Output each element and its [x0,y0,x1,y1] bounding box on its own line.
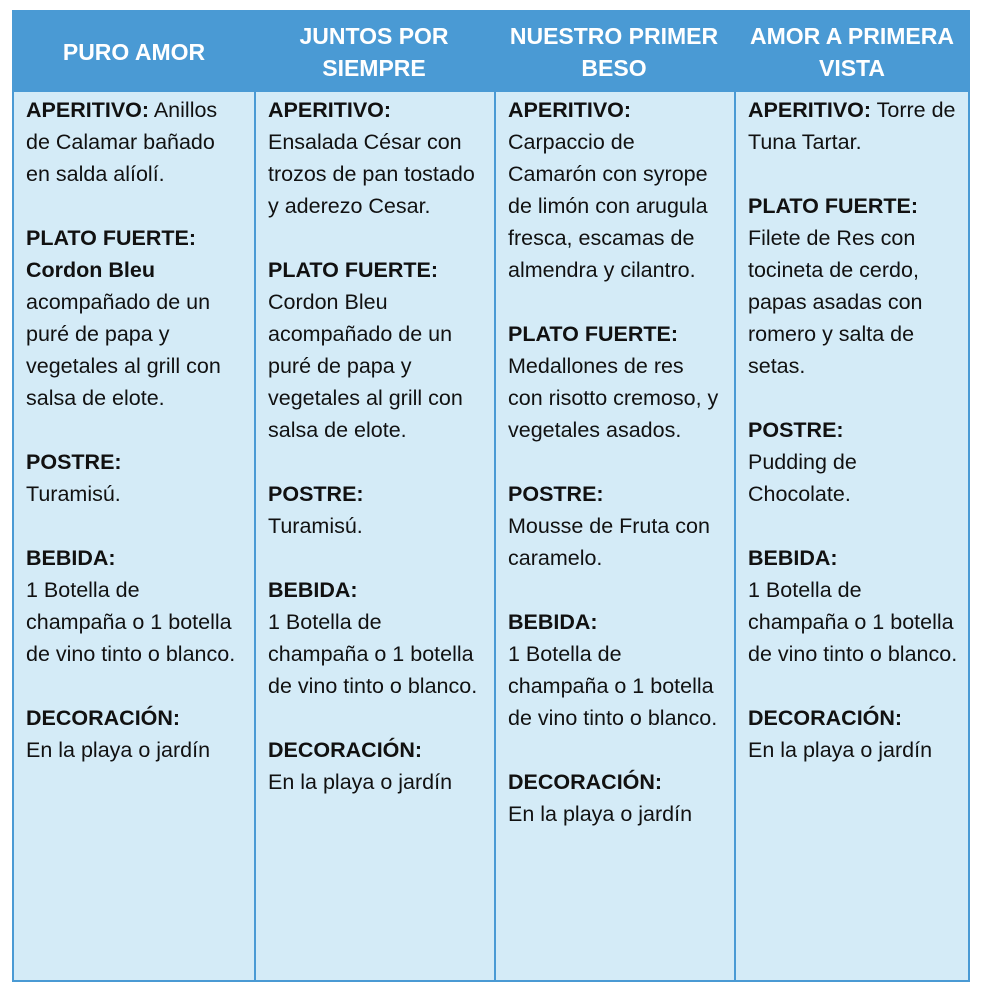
section-decoracion [748,702,960,766]
label-aperitivo: APERITIVO: [268,98,392,122]
column-amor-a-primera-vista [734,92,970,980]
label-aperitivo: APERITIVO: [748,98,872,122]
text-aperitivo: Torre de Tuna Tartar. [748,98,956,154]
section-aperitivo [268,94,484,222]
text-bebida: 1 Botella de champaña o 1 botella de vino tinto o blanco. [268,610,478,698]
text-aperitivo: Ensalada César con trozos de pan tostado y aderezo Cesar. [268,130,475,218]
section-bebida [748,542,960,670]
section-postre [508,478,724,574]
section-aperitivo [508,94,724,286]
text-postre: Pudding de Chocolate. [748,450,857,506]
section-decoracion [268,734,484,798]
column-puro-amor [14,92,254,980]
label-bebida: BEBIDA: [268,578,358,602]
section-bebida [508,606,724,734]
label-bebida: BEBIDA: [26,546,116,570]
label-plato-fuerte: PLATO FUERTE: [508,322,679,346]
plato-bold-name: Cordon Bleu [26,258,155,282]
column-juntos-por-siempre [254,92,494,980]
section-bebida [268,574,484,702]
section-plato-fuerte [748,190,960,382]
text-decoracion: En la playa o jardín [508,802,693,826]
text-decoracion: En la playa o jardín [268,770,453,794]
text-postre: Turamisú. [268,514,363,538]
column-nuestro-primer-beso [494,92,734,980]
menu-table [12,10,970,982]
section-plato-fuerte [26,222,244,414]
label-decoracion: DECORACIÓN: [26,706,181,730]
header-puro-amor: PURO AMOR [62,39,206,65]
text-postre: Mousse de Fruta con caramelo. [508,514,710,570]
text-postre: Turamisú. [26,482,121,506]
text-plato-fuerte: Cordon Bleu acompañado de un puré de papa y vegetales al grill con salsa de elote. [268,290,463,442]
label-postre: POSTRE: [508,482,604,506]
label-decoracion: DECORACIÓN: [268,738,423,762]
section-plato-fuerte [268,254,484,446]
header-nuestro-primer-beso: NUESTRO PRIMER BESO [509,23,719,81]
text-bebida: 1 Botella de champaña o 1 botella de vino tinto o blanco. [748,578,958,666]
section-postre [268,478,484,542]
table-header [14,12,968,92]
text-bebida: 1 Botella de champaña o 1 botella de vino tinto o blanco. [26,578,236,666]
section-bebida [26,542,244,670]
label-postre: POSTRE: [26,450,122,474]
section-postre [26,446,244,510]
text-decoracion: En la playa o jardín [748,738,933,762]
text-bebida: 1 Botella de champaña o 1 botella de vino tinto o blanco. [508,642,718,730]
section-aperitivo [26,94,244,190]
text-plato-fuerte: acompañado de un puré de papa y vegetales al grill con salsa de elote. [26,290,221,410]
label-aperitivo: APERITIVO: [26,98,150,122]
section-aperitivo [748,94,960,158]
section-plato-fuerte [508,318,724,446]
label-postre: POSTRE: [748,418,844,442]
label-plato-fuerte: PLATO FUERTE: [748,194,919,218]
text-decoracion: En la playa o jardín [26,738,211,762]
label-plato-fuerte: PLATO FUERTE: [268,258,439,282]
text-plato-fuerte: Medallones de res con risotto cremoso, y vegetales asados. [508,354,719,442]
label-bebida: BEBIDA: [748,546,838,570]
section-decoracion [26,702,244,766]
label-bebida: BEBIDA: [508,610,598,634]
header-juntos-por-siempre: JUNTOS POR SIEMPRE [299,23,449,81]
label-postre: POSTRE: [268,482,364,506]
label-aperitivo: APERITIVO: [508,98,632,122]
label-plato-fuerte: PLATO FUERTE: [26,226,197,250]
text-plato-fuerte: Filete de Res con tocineta de cerdo, papas asadas con romero y salta de setas. [748,226,923,378]
text-aperitivo: Carpaccio de Camarón con syrope de limón con arugula fresca, escamas de almendra y cilantro. [508,130,708,282]
header-amor-a-primera-vista: AMOR A PRIMERA VISTA [749,23,954,81]
label-decoracion: DECORACIÓN: [508,770,663,794]
section-postre [748,414,960,510]
section-decoracion [508,766,724,830]
label-decoracion: DECORACIÓN: [748,706,903,730]
text-aperitivo: Anillos de Calamar bañado en salda alíolí. [26,98,218,186]
